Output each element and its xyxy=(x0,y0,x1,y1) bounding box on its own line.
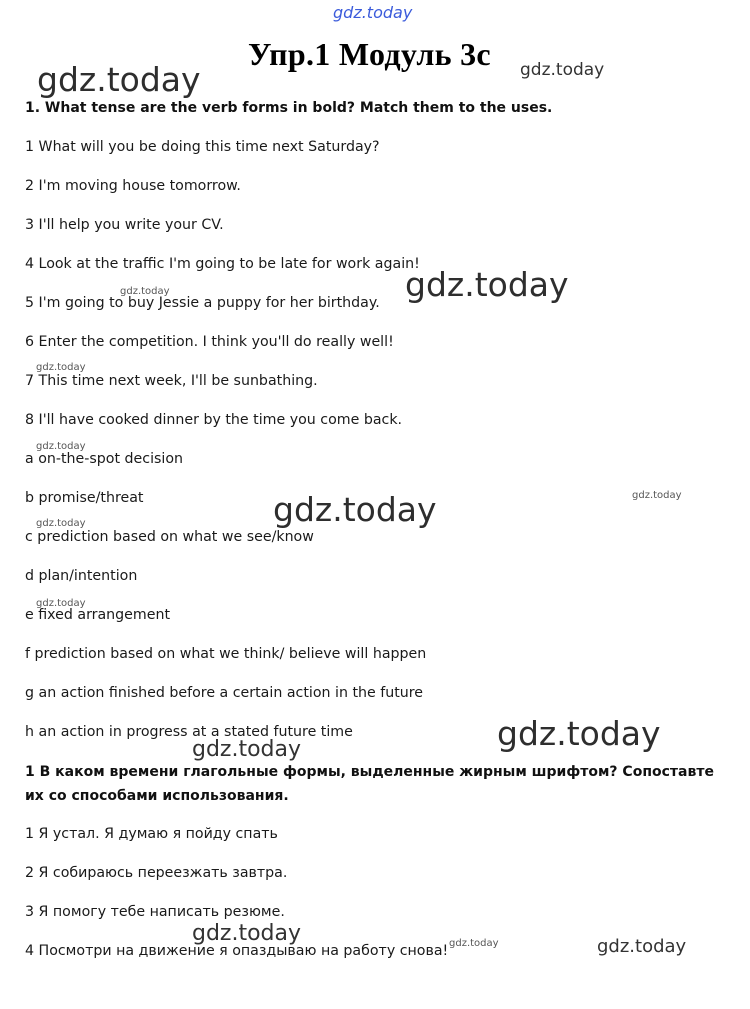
english-sentence-1: 1 What will you be doing this time next Saturday? xyxy=(25,139,380,155)
english-sentence-4: 4 Look at the traffic I'm going to be late for work again! xyxy=(25,256,420,272)
watermark-large: gdz.today xyxy=(37,60,201,99)
russian-sentence-1: 1 Я устал. Я думаю я пойду спать xyxy=(25,826,278,842)
english-sentence-7: 7 This time next week, I'll be sunbathing. xyxy=(25,373,318,389)
watermark-small: gdz.today xyxy=(449,938,499,949)
top-watermark: gdz.today xyxy=(333,3,413,22)
use-h: h an action in progress at a stated future time xyxy=(25,724,353,740)
watermark-medium: gdz.today xyxy=(192,737,302,762)
russian-sentence-2: 2 Я собираюсь переезжать завтра. xyxy=(25,865,288,881)
watermark-small: gdz.today xyxy=(36,598,86,609)
watermark-small: gdz.today xyxy=(36,518,86,529)
english-sentence-8: 8 I'll have cooked dinner by the time you come back. xyxy=(25,412,403,428)
use-g: g an action finished before a certain action in the future xyxy=(25,685,424,701)
watermark-medium: gdz.today xyxy=(192,921,302,946)
watermark-small: gdz.today xyxy=(36,441,86,452)
watermark-large: gdz.today xyxy=(405,265,569,304)
use-b: b promise/threat xyxy=(25,490,144,506)
watermark-large: gdz.today xyxy=(497,714,661,753)
use-c: c prediction based on what we see/know xyxy=(25,529,314,545)
english-sentence-2: 2 I'm moving house tomorrow. xyxy=(25,178,241,194)
watermark-large: gdz.today xyxy=(273,490,437,529)
watermark-small: gdz.today xyxy=(120,286,170,297)
watermark-medium: gdz.today xyxy=(597,936,687,957)
english-sentence-5: 5 I'm going to buy Jessie a puppy for her birthday. xyxy=(25,295,380,311)
watermark-medium: gdz.today xyxy=(520,60,605,80)
use-e: e fixed arrangement xyxy=(25,607,171,623)
use-a: a on-the-spot decision xyxy=(25,451,184,467)
english-heading: 1. What tense are the verb forms in bold? Match them to the uses. xyxy=(25,100,553,116)
page-title: Упр.1 Модуль 3с xyxy=(248,36,491,72)
russian-heading: 1 В каком времени глагольные формы, выделенные жирным шрифтом? Сопоставте их со способами использования. xyxy=(25,764,714,804)
watermark-small: gdz.today xyxy=(36,362,86,373)
use-d: d plan/intention xyxy=(25,568,138,584)
english-sentence-6: 6 Enter the competition. I think you'll do really well! xyxy=(25,334,394,350)
russian-sentence-3: 3 Я помогу тебе написать резюме. xyxy=(25,904,285,920)
watermark-small: gdz.today xyxy=(632,490,682,501)
english-sentence-3: 3 I'll help you write your CV. xyxy=(25,217,224,233)
use-f: f prediction based on what we think/ believe will happen xyxy=(25,646,427,662)
russian-sentence-4: 4 Посмотри на движение я опаздываю на работу снова! xyxy=(25,943,449,959)
